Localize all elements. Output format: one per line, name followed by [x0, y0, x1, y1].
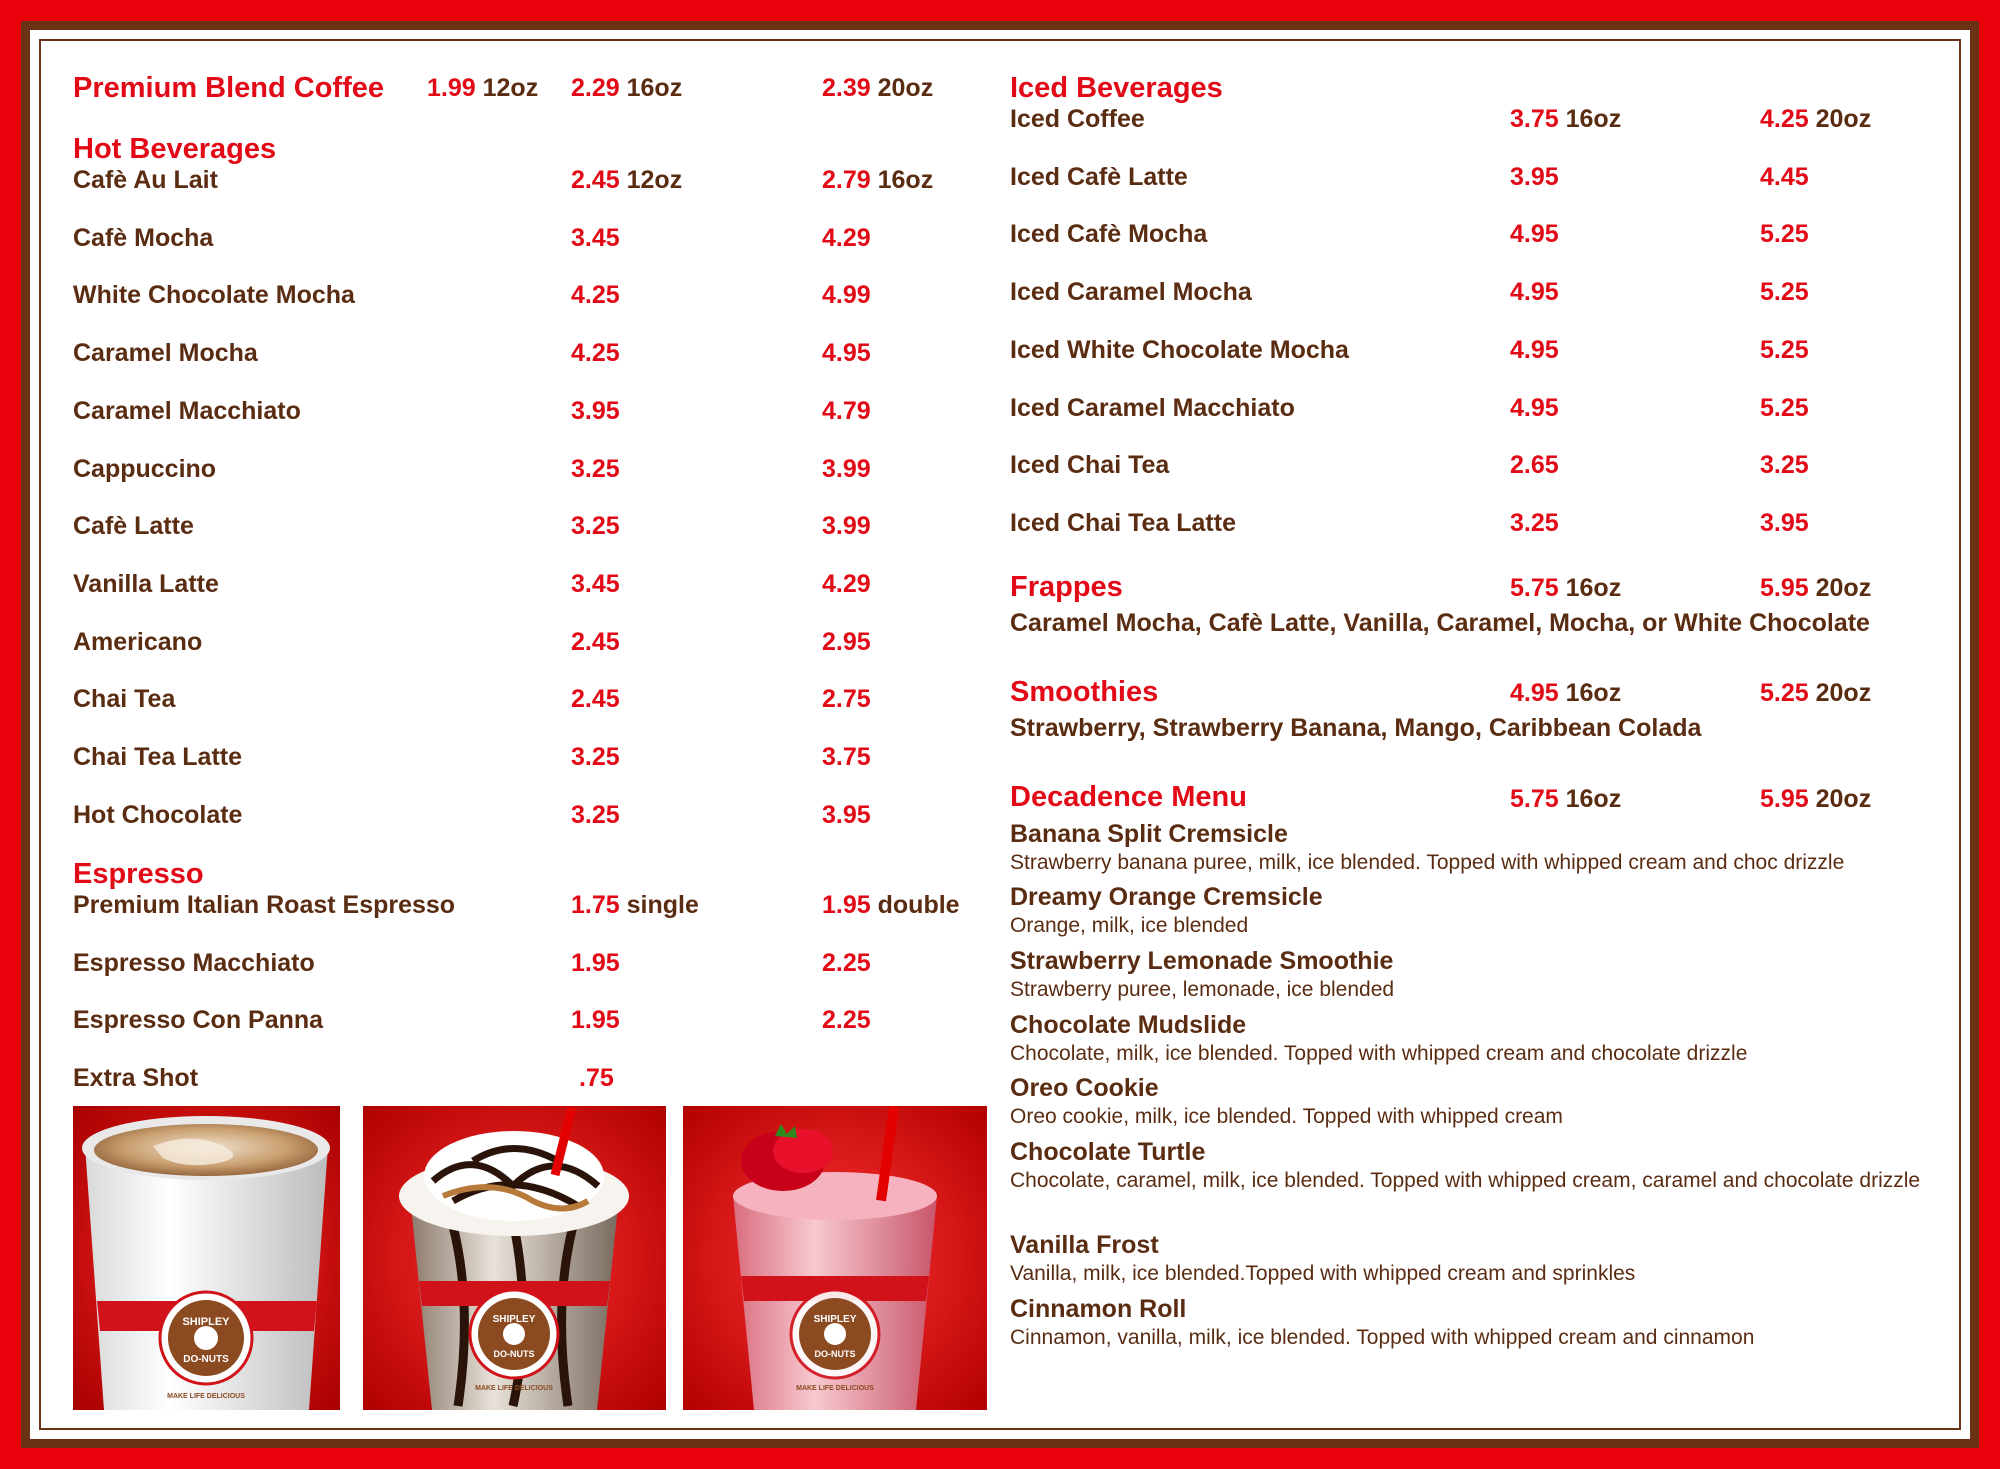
hot-item-name: Cafè Au Lait [73, 166, 218, 194]
smoothies-flavors: Strawberry, Strawberry Banana, Mango, Caribbean Colada [1010, 714, 1702, 742]
svg-text:SHIPLEY: SHIPLEY [492, 1314, 536, 1325]
hot-item-price-large: 4.29 [822, 569, 871, 598]
espresso-item-price-single: .75 [579, 1064, 614, 1093]
hot-item-price-large: 4.29 [822, 223, 871, 252]
iced-item-name: Iced Coffee [1010, 105, 1145, 133]
hot-item-price-large: 3.99 [822, 454, 871, 483]
iced-item-price-20oz: 5.25 [1760, 393, 1809, 422]
hot-item-price-small: 2.45 [571, 685, 620, 714]
espresso-item-name: Espresso Con Panna [73, 1006, 324, 1035]
espresso-item-price-single: 1.95 [571, 948, 620, 977]
decadence-item-desc: Chocolate, caramel, milk, ice blended. Topped with whipped cream, caramel and chocolate drizzle [1010, 1169, 1921, 1192]
decadence-heading: Decadence Menu [1010, 781, 1247, 813]
decadence-item-name: Cinnamon Roll [1010, 1295, 1187, 1323]
smoothies-heading: Smoothies [1010, 676, 1159, 708]
smoothies-price-20oz: 5.25 20oz [1760, 679, 1872, 707]
iced-item-price-20oz: 4.45 [1760, 162, 1809, 191]
espresso-item-name: Premium Italian Roast Espresso [73, 891, 456, 919]
svg-text:DO-NUTS: DO-NUTS [814, 1349, 856, 1359]
hot-item-price-large: 2.95 [822, 627, 871, 656]
iced-item-price-20oz: 5.25 [1760, 278, 1809, 307]
decadence-item-desc: Vanilla, milk, ice blended.Topped with whipped cream and sprinkles [1010, 1262, 1636, 1285]
premium-price-16oz: 2.29 16oz [571, 74, 683, 102]
espresso-heading: Espresso [73, 858, 204, 890]
iced-item-name: Iced Caramel Macchiato [1010, 393, 1295, 422]
hot-item-price-large: 2.79 16oz [822, 166, 934, 194]
espresso-item-price-single: 1.95 [571, 1006, 620, 1035]
espresso-item-price-double: 1.95 double [822, 891, 960, 919]
hot-item-price-large: 3.95 [822, 800, 871, 829]
hot-beverages-heading: Hot Beverages [73, 133, 277, 165]
hot-item-name: Chai Tea Latte [73, 743, 243, 771]
hot-item-price-small: 3.95 [571, 396, 620, 425]
decadence-item-desc: Strawberry banana puree, milk, ice blended. Topped with whipped cream and choc drizzle [1010, 851, 1845, 874]
hot-item-name: Vanilla Latte [73, 569, 219, 598]
svg-text:SHIPLEY: SHIPLEY [813, 1314, 857, 1325]
decadence-price-20oz: 5.95 20oz [1760, 785, 1872, 813]
espresso-item-price-double: 2.25 [822, 1006, 871, 1035]
hot-item-name: Caramel Macchiato [73, 396, 301, 425]
decadence-item-name: Vanilla Frost [1010, 1231, 1159, 1259]
iced-item-name: Iced Caramel Mocha [1010, 278, 1252, 307]
svg-text:DO-NUTS: DO-NUTS [493, 1349, 535, 1359]
iced-item-price-16oz: 3.95 [1510, 162, 1559, 191]
hot-item-price-small: 2.45 12oz [571, 166, 683, 194]
hot-item-price-large: 3.75 [822, 743, 871, 771]
hot-item-name: Cafè Latte [73, 512, 194, 541]
hot-item-price-small: 3.25 [571, 743, 620, 771]
iced-item-price-16oz: 4.95 [1510, 278, 1559, 307]
hot-item-name: Chai Tea [73, 685, 176, 714]
hot-item-price-large: 4.99 [822, 281, 871, 310]
premium-price-12oz: 1.99 12oz [427, 74, 539, 102]
hot-item-price-large: 3.99 [822, 512, 871, 541]
decadence-price-16oz: 5.75 16oz [1510, 785, 1622, 813]
iced-item-price-20oz: 4.25 20oz [1760, 105, 1872, 133]
iced-item-price-16oz: 2.65 [1510, 451, 1559, 480]
hot-item-name: Caramel Mocha [73, 339, 258, 368]
decadence-item-desc: Cinnamon, vanilla, milk, ice blended. Topped with whipped cream and cinnamon [1010, 1326, 1755, 1349]
hot-item-price-small: 4.25 [571, 281, 620, 310]
iced-item-price-16oz: 4.95 [1510, 220, 1559, 249]
espresso-item-price-single: 1.75 single [571, 891, 699, 919]
svg-text:DO-NUTS: DO-NUTS [183, 1354, 229, 1365]
iced-item-price-20oz: 3.95 [1760, 508, 1809, 537]
svg-text:MAKE LIFE DELICIOUS: MAKE LIFE DELICIOUS [167, 1393, 245, 1400]
hot-item-price-large: 4.95 [822, 339, 871, 368]
premium-blend-title: Premium Blend Coffee [73, 72, 384, 104]
frappes-price-20oz: 5.95 20oz [1760, 574, 1872, 602]
svg-text:MAKE LIFE DELICIOUS: MAKE LIFE DELICIOUS [796, 1385, 874, 1392]
iced-item-price-16oz: 3.75 16oz [1510, 105, 1622, 133]
decadence-item-desc: Strawberry puree, lemonade, ice blended [1010, 978, 1395, 1001]
espresso-item-name: Extra Shot [73, 1064, 199, 1093]
hot-item-price-small: 3.25 [571, 454, 620, 483]
iced-item-price-20oz: 5.25 [1760, 220, 1809, 249]
decadence-item-name: Chocolate Mudslide [1010, 1011, 1247, 1039]
hot-item-name: Cappuccino [73, 454, 217, 483]
decadence-item-desc: Orange, milk, ice blended [1010, 914, 1249, 937]
espresso-item-name: Espresso Macchiato [73, 948, 315, 977]
smoothie-photo [683, 1106, 987, 1410]
iced-item-name: Iced Chai Tea [1010, 451, 1170, 480]
hot-item-price-small: 4.25 [571, 339, 620, 368]
hot-item-price-large: 4.79 [822, 396, 871, 425]
frappes-price-16oz: 5.75 16oz [1510, 574, 1622, 602]
decadence-item-name: Chocolate Turtle [1010, 1138, 1206, 1166]
decadence-item-name: Strawberry Lemonade Smoothie [1010, 947, 1394, 975]
iced-item-name: Iced White Chocolate Mocha [1010, 335, 1349, 364]
decadence-item-desc: Chocolate, milk, ice blended. Topped with whipped cream and chocolate drizzle [1010, 1042, 1748, 1065]
espresso-item-price-double: 2.25 [822, 948, 871, 977]
latte-photo [73, 1106, 340, 1410]
iced-item-price-16oz: 3.25 [1510, 508, 1559, 537]
frappes-heading: Frappes [1010, 571, 1123, 603]
hot-item-name: White Chocolate Mocha [73, 281, 355, 310]
iced-item-name: Iced Cafè Latte [1010, 162, 1188, 191]
hot-item-price-small: 2.45 [571, 627, 620, 656]
iced-item-name: Iced Cafè Mocha [1010, 220, 1208, 249]
hot-item-price-small: 3.45 [571, 223, 620, 252]
smoothies-price-16oz: 4.95 16oz [1510, 679, 1622, 707]
iced-item-price-16oz: 4.95 [1510, 393, 1559, 422]
decadence-item-name: Banana Split Cremsicle [1010, 820, 1288, 848]
premium-price-20oz: 2.39 20oz [822, 74, 934, 102]
hot-item-name: Americano [73, 627, 203, 656]
frappe-photo [363, 1106, 666, 1410]
iced-item-price-20oz: 3.25 [1760, 451, 1809, 480]
decadence-item-desc: Oreo cookie, milk, ice blended. Topped with whipped cream [1010, 1105, 1563, 1128]
svg-text:SHIPLEY: SHIPLEY [182, 1316, 230, 1328]
hot-item-price-small: 3.45 [571, 569, 620, 598]
frappes-flavors: Caramel Mocha, Cafè Latte, Vanilla, Caramel, Mocha, or White Chocolate [1010, 609, 1870, 637]
decadence-item-name: Dreamy Orange Cremsicle [1010, 883, 1323, 911]
hot-item-price-small: 3.25 [571, 800, 620, 829]
decadence-item-name: Oreo Cookie [1010, 1074, 1159, 1102]
iced-item-price-20oz: 5.25 [1760, 335, 1809, 364]
iced-item-price-16oz: 4.95 [1510, 335, 1559, 364]
svg-text:MAKE LIFE DELICIOUS: MAKE LIFE DELICIOUS [475, 1385, 553, 1392]
hot-item-price-large: 2.75 [822, 685, 871, 714]
iced-beverages-heading: Iced Beverages [1010, 72, 1223, 104]
hot-item-name: Hot Chocolate [73, 800, 243, 829]
hot-item-price-small: 3.25 [571, 512, 620, 541]
iced-item-name: Iced Chai Tea Latte [1010, 508, 1236, 537]
hot-item-name: Cafè Mocha [73, 223, 214, 252]
